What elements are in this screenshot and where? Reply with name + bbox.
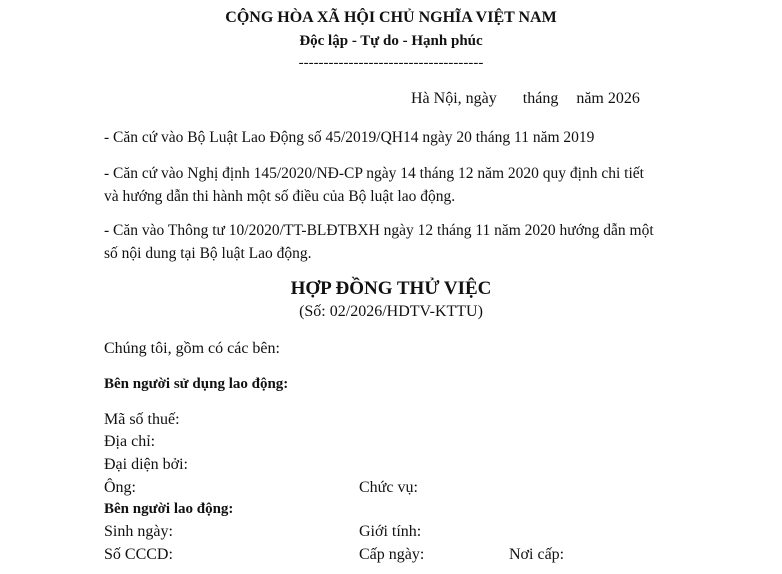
country-name: CỘNG HÒA XÃ HỘI CHỦ NGHĨA VIỆT NAM xyxy=(225,9,557,26)
gender-label: Giới tính: xyxy=(359,523,422,540)
year-label: năm 2026 xyxy=(576,90,640,107)
legal-basis-1: - Căn cứ vào Bộ Luật Lao Động số 45/2019/QH14 ngày 20 tháng 11 năm 2019 xyxy=(104,129,595,146)
contract-title: HỢP ĐỒNG THỬ VIỆC xyxy=(290,278,492,299)
legal-basis-2: - Căn cứ vào Nghị định 145/2020/NĐ-CP ngày 14 tháng 12 năm 2020 quy định chi tiết và hướng dẫn thi hành một số điều của Bộ luật lao động. xyxy=(104,165,644,205)
place-date xyxy=(411,90,640,108)
month-label: tháng xyxy=(522,90,559,107)
national-motto: Độc lập - Tự do - Hạnh phúc xyxy=(299,33,483,49)
issue-date-label: Cấp ngày: xyxy=(359,546,425,563)
representative-name-label: Ông: xyxy=(104,479,136,496)
legal-basis-3: - Căn vào Thông tư 10/2020/TT-BLĐTBXH ngày 12 tháng 11 năm 2020 hướng dẫn một số nội dung tại Bộ luật Lao động. xyxy=(104,222,654,262)
id-number-label: Số CCCD: xyxy=(104,546,173,563)
header-divider: ------------------------------------- xyxy=(298,55,484,71)
tax-code-label: Mã số thuế: xyxy=(104,411,180,428)
issue-place-label: Nơi cấp: xyxy=(509,546,565,563)
employer-heading: Bên người sử dụng lao động: xyxy=(104,376,289,392)
address-label: Địa chỉ: xyxy=(104,433,156,450)
position-label: Chức vụ: xyxy=(359,479,418,496)
place-label: Hà Nội, ngày xyxy=(411,90,497,107)
employee-heading: Bên người lao động: xyxy=(104,501,234,517)
parties-intro: Chúng tôi, gồm có các bên: xyxy=(104,340,280,357)
dob-label: Sinh ngày: xyxy=(104,523,173,540)
represented-by-label: Đại diện bởi: xyxy=(104,456,188,473)
contract-number: (Số: 02/2026/HDTV-KTTU) xyxy=(299,303,483,320)
